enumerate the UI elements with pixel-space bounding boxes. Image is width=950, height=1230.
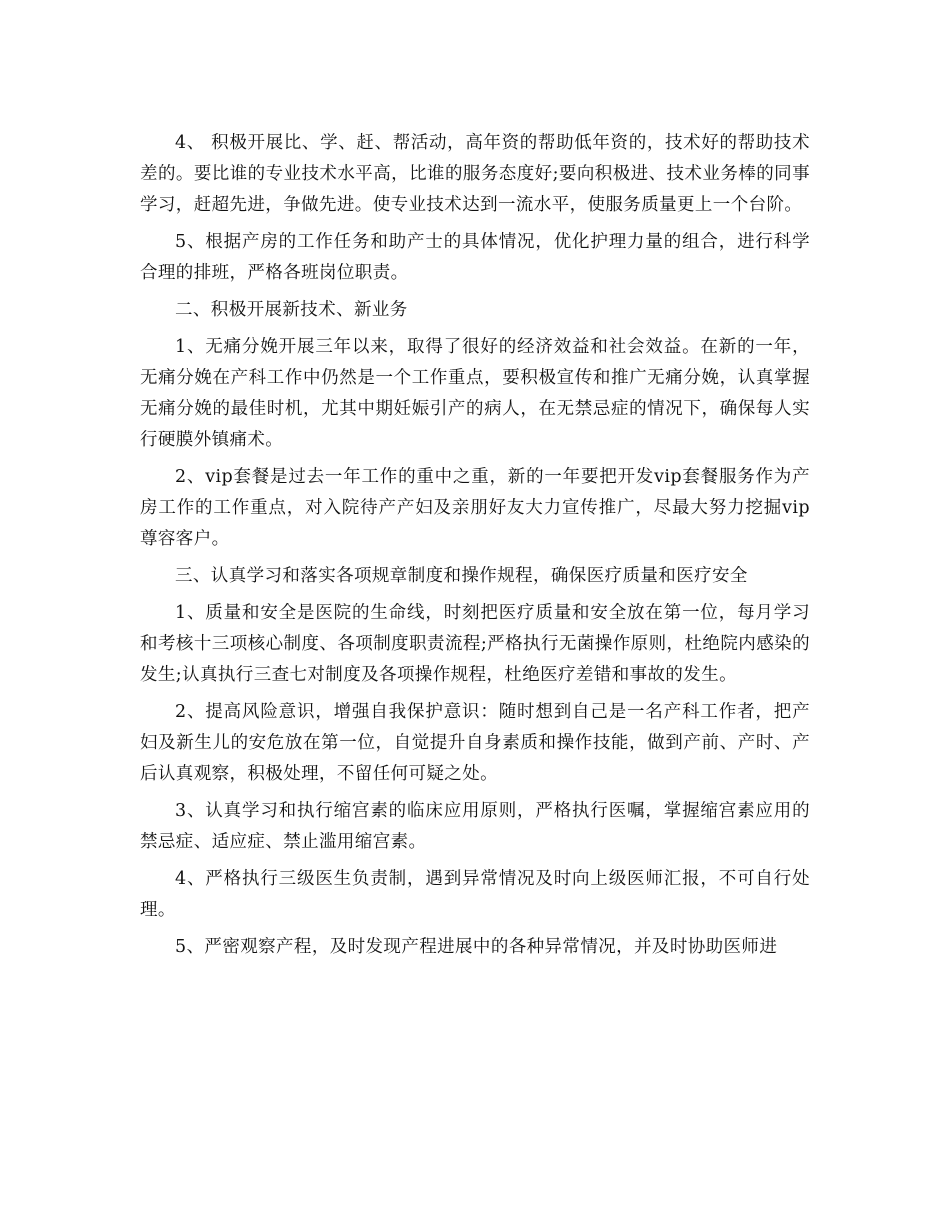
paragraph-vip-package: 2、vip套餐是过去一年工作的重中之重，新的一年要把开发vip套餐服务作为产房工作的工作重点，对入院待产产妇及亲朋好友大力宣传推广，尽最大努力挖掘vip尊容客户。 <box>140 467 810 549</box>
paragraph-quality-safety: 1、质量和安全是医院的生命线，时刻把医疗质量和安全放在第一位，每月学习和考核十三项核心制度、各项制度职责流程;严格执行无菌操作原则，杜绝院内感染的发生;认真执行三查七对制度及各项操作规程，杜绝医疗差错和事故的发生。 <box>140 603 810 685</box>
paragraph-three-level-responsibility: 4、严格执行三级医生负责制，遇到异常情况及时向上级医师汇报，不可自行处理。 <box>140 869 810 920</box>
section-heading-regulations: 三、认真学习和落实各项规章制度和操作规程，确保医疗质量和医疗安全 <box>175 566 748 586</box>
paragraph-shift-scheduling: 5、根据产房的工作任务和助产士的具体情况，优化护理力量的组合，进行科学合理的排班，严格各班岗位职责。 <box>140 232 810 283</box>
document-body <box>140 128 810 969</box>
paragraph-risk-awareness: 2、提高风险意识，增强自我保护意识：随时想到自己是一名产科工作者，把产妇及新生儿的安危放在第一位，自觉提升自身素质和操作技能，做到产前、产时、产后认真观察，积极处理，不留任何可疑之处。 <box>140 702 810 784</box>
paragraph-labor-observation: 5、严密观察产程，及时发现产程进展中的各种异常情况，并及时协助医师进 <box>175 937 778 957</box>
paragraph-peer-help: 4、 积极开展比、学、赶、帮活动，高年资的帮助低年资的，技术好的帮助技术差的。要比谁的专业技术水平高，比谁的服务态度好;要向积极进、技术业务棒的同事学习，赶超先进，争做先进。使专业技术达到一流水平，使服务质量更上一个台阶。 <box>140 133 810 215</box>
section-heading-new-technology: 二、积极开展新技术、新业务 <box>175 300 408 320</box>
paragraph-painless-delivery: 1、无痛分娩开展三年以来，取得了很好的经济效益和社会效益。在新的一年，无痛分娩在产科工作中仍然是一个工作重点，要积极宣传和推广无痛分娩，认真掌握无痛分娩的最佳时机，尤其中期妊娠引产的病人，在无禁忌症的情况下，确保每人实行硬膜外镇痛术。 <box>140 337 810 450</box>
paragraph-oxytocin: 3、认真学习和执行缩宫素的临床应用原则，严格执行医嘱，掌握缩宫素应用的禁忌症、适应症、禁止滥用缩宫素。 <box>140 801 810 852</box>
